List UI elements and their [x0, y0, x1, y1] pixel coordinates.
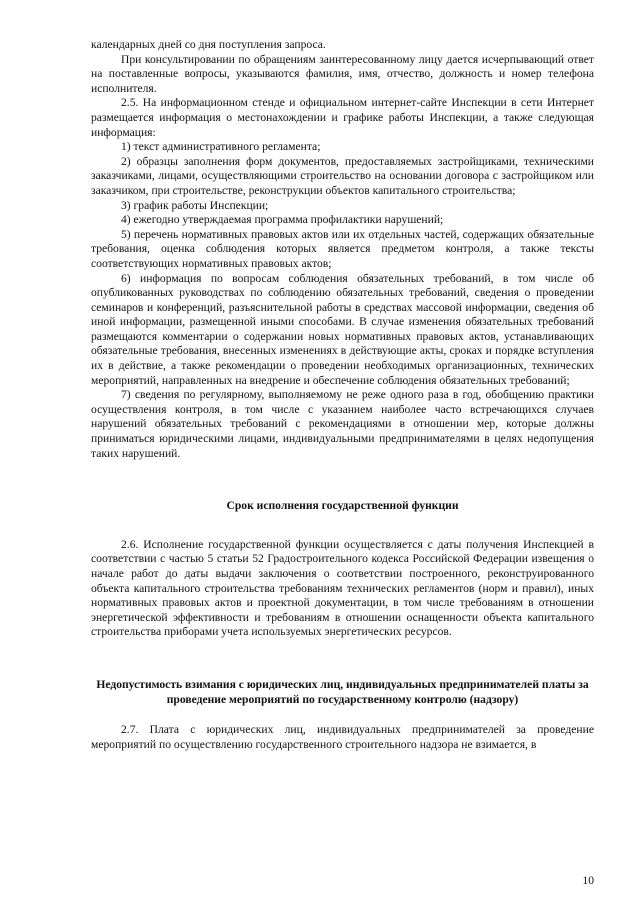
paragraph: 2.6. Исполнение государственной функции осуществляется с даты получения Инспекцией в соответствии с частью 5 статьи 52 Градостроительного кодекса Российской Федерации извещения о начале работ до даты выдачи заключения о соответствии построенного, реконструированного объекта капитального строительства требованиям технических регламентов (норм и правил), иных нормативных правовых актов и проектной документации, в том числе требованиям в отношении энергетической эффективности и требованиям в отношении оснащенности объекта капитального строительства приборами учета используемых энергетических ресурсов.	[91, 537, 594, 639]
list-item: 3) график работы Инспекции;	[121, 198, 269, 212]
paragraph: 2.7. Плата с юридических лиц, индивидуальных предпринимателей за проведение мероприятий по осуществлению государственного строительного надзора не взимается, в	[91, 723, 594, 751]
section-heading-deadline: Срок исполнения государственной функции	[226, 499, 459, 513]
page-number: 10	[582, 874, 594, 887]
paragraph: При консультировании по обращениям заинтересованному лицу дается исчерпывающий ответ на поставленные вопросы, указываются фамилия, имя, отчество, должность и номер телефона исполнителя.	[91, 52, 594, 95]
list-item: 4) ежегодно утверждаемая программа профилактики нарушений;	[121, 213, 444, 227]
list-item: 6) информация по вопросам соблюдения обязательных требований, в том числе об опубликованных руководствах по соблюдению обязательных требований, сведения о проведении семинаров и конференций, разъяснительной работы в средствах массовой информации, сведения об иной информации, размещенной иными способами. В случае изменения обязательных требований размещаются комментарии о содержании новых нормативных правовых актов, устанавливающих обязательные требования, внесенных изменениях в действующие акты, сроках и порядке вступления их в действие, а также рекомендации о проведении необходимых организационных, технических мероприятий, направленных на внедрение и обеспечение соблюдения обязательных требований;	[91, 271, 594, 387]
paragraph: календарных дней со дня поступления запроса.	[91, 38, 326, 51]
list-item: 1) текст административного регламента;	[121, 140, 321, 154]
section-heading-fee: Недопустимость взимания с юридических лиц, индивидуальных предпринимателей платы за проведение мероприятий по государственному контролю (надзору)	[96, 677, 589, 706]
paragraph: 2.5. На информационном стенде и официальном интернет-сайте Инспекции в сети Интернет размещается информация о местонахождении и графике работы Инспекции, а также следующая информация:	[91, 96, 594, 139]
list-item: 2) образцы заполнения форм документов, предоставляемых застройщиками, техническими заказчиками, лицами, осуществляющими строительство на основании договора с застройщиком или заказчиком, при строительстве, реконструкции объектов капитального строительства;	[91, 154, 594, 197]
list-item: 5) перечень нормативных правовых актов или их отдельных частей, содержащих обязательные требования, оценка соблюдения которых является предметом контроля, а также тексты соответствующих нормативных правовых актов;	[91, 227, 594, 270]
list-item: 7) сведения по регулярному, выполняемому не реже одного раза в год, обобщению практики осуществления контроля, в том числе с указанием наиболее часто встречающихся случаев нарушений обязательных требований с рекомендациями в отношении мер, которые должны приниматься юридическими лицами, индивидуальными предпринимателями в целях недопущения таких нарушений.	[91, 388, 594, 460]
document-page	[91, 38, 594, 752]
